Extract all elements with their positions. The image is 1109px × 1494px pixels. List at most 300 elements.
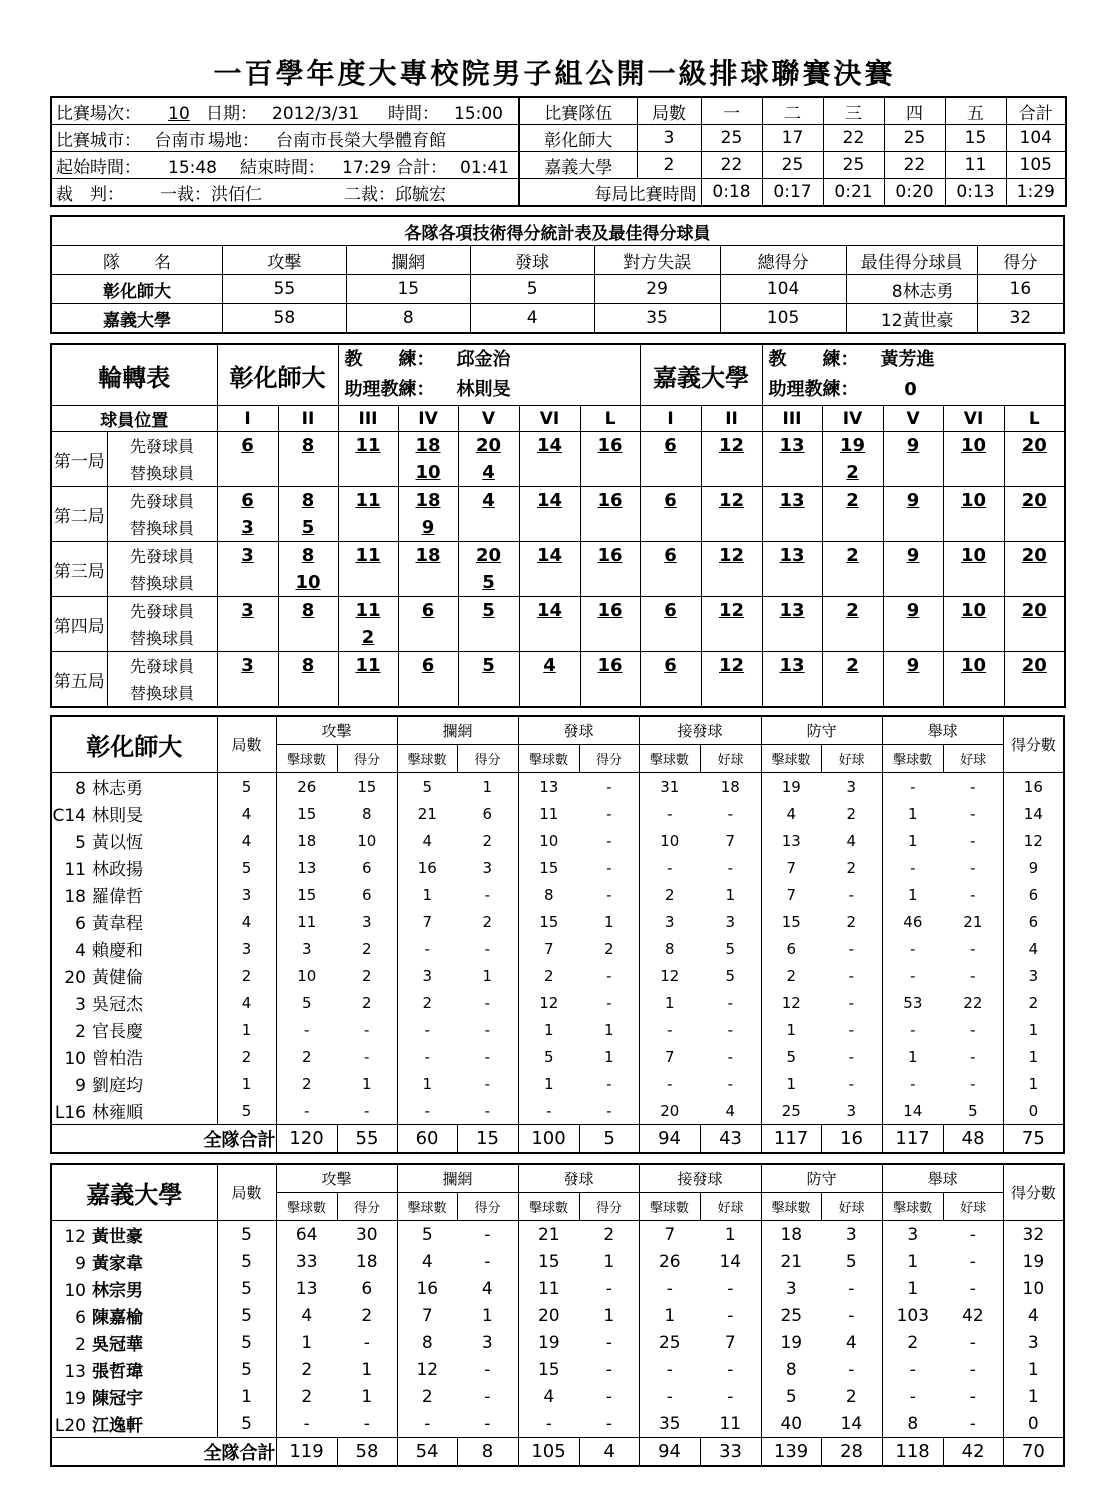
team-total-value: 8 (457, 1438, 518, 1467)
position-header: II (701, 406, 762, 432)
sub-number (822, 569, 883, 597)
team-b-set-score: 22 (884, 152, 945, 179)
stat-value: - (579, 1070, 639, 1097)
starter-number: 20 (458, 432, 519, 460)
stat-value: 8 (785, 1359, 797, 1380)
starter-number: 19 (822, 432, 883, 460)
col-points: 得分數 (1003, 1164, 1064, 1221)
player-stats-team-b (50, 1163, 1065, 1467)
coach-b: 黃芳進 (880, 349, 935, 370)
stat-value: 1 (457, 1302, 518, 1329)
player-name: 賴慶和 (92, 941, 143, 961)
team-a-sets: 3 (637, 125, 701, 152)
stat-value: 0 (1003, 1410, 1064, 1438)
team-total-value: 15 (457, 1125, 518, 1154)
starter-number: 6 (398, 597, 458, 625)
team-total-row (51, 1125, 1064, 1154)
starter-number: 6 (398, 652, 458, 680)
player-cell (51, 854, 217, 881)
starter-number: 9 (883, 487, 943, 515)
player-name: 官長慶 (92, 1022, 143, 1042)
stat-value: 9 (1003, 854, 1064, 881)
stat-value: 10 (1003, 1275, 1064, 1302)
sub-number (1004, 569, 1065, 597)
col-set3: 三 (823, 97, 884, 125)
stat-value: 1 (908, 804, 918, 823)
rotation-sub-row (51, 459, 1065, 487)
stat-value: 1 (544, 1074, 554, 1093)
starter-number: 13 (762, 542, 822, 570)
stat-value: 7 (700, 1329, 761, 1356)
starter-number: 12 (701, 597, 762, 625)
tech-stats-table (50, 215, 1065, 334)
stat-value: 1 (908, 885, 918, 904)
sub-number (278, 459, 338, 487)
position-header: L (580, 406, 640, 432)
stat-value: 10 (297, 966, 317, 985)
stat-value: 2 (301, 1386, 313, 1407)
stat-value: - (424, 939, 430, 958)
team-total-value: 5 (579, 1125, 639, 1154)
player-row (51, 1221, 1064, 1249)
stat-value: 2 (301, 1074, 312, 1093)
starter-number: 2 (822, 542, 883, 570)
stat-value: - (457, 1248, 518, 1275)
rotation-set-row (51, 542, 1065, 570)
tech-block: 8 (346, 304, 470, 334)
stat-value: - (457, 1221, 518, 1249)
match-header-table (50, 96, 1067, 207)
stat-value: - (337, 1097, 397, 1125)
team-a-total: 104 (1006, 125, 1066, 152)
stat-value: - (910, 1020, 916, 1039)
stat-value: 31 (660, 777, 680, 796)
stat-value: - (579, 881, 639, 908)
stat-value: - (457, 1356, 518, 1383)
starter-number: 16 (580, 432, 640, 460)
sub-number (458, 514, 519, 542)
venue: 台南市長榮大學體育館 (276, 130, 446, 151)
stat-value: - (943, 1356, 1003, 1383)
stat-value: 1 (664, 1305, 676, 1326)
stat-value: - (821, 935, 882, 962)
stat-value: 25 (658, 1332, 681, 1353)
assistant-b: 0 (904, 379, 917, 400)
sub-number: 3 (217, 514, 278, 542)
stat-value: 32 (1003, 1221, 1064, 1249)
stat-value: - (700, 854, 761, 881)
team-total-value: 60 (397, 1125, 457, 1154)
stat-value: 16 (1003, 773, 1064, 801)
stat-value: 2 (337, 962, 397, 989)
starter-number: 11 (338, 542, 398, 570)
col-subheader: 擊球數 (761, 1193, 821, 1221)
tech-col-attack: 攻擊 (222, 246, 346, 275)
player-number: 20 (64, 968, 86, 988)
date-label: 日期： (206, 103, 257, 124)
player-stats-team-a (50, 715, 1065, 1154)
player-cell (51, 881, 217, 908)
set-name: 第一局 (51, 432, 107, 487)
stat-value: 4 (217, 908, 276, 935)
stat-value: 1 (579, 1248, 639, 1275)
col-subheader: 得分 (457, 745, 518, 773)
player-cell (51, 1383, 217, 1410)
team-total-value: 94 (639, 1125, 700, 1154)
stat-value: - (579, 1275, 639, 1302)
stat-value: - (424, 1047, 430, 1066)
sub-label: 替換球員 (107, 569, 217, 597)
stat-value: 103 (896, 1305, 930, 1326)
stat-value: - (579, 800, 639, 827)
stat-value: 25 (781, 1101, 801, 1120)
starter-number: 4 (458, 487, 519, 515)
team-a-name: 彰化師大 (519, 125, 637, 152)
stat-value: - (821, 989, 882, 1016)
stat-value: - (457, 1097, 518, 1125)
sub-number (640, 624, 701, 652)
stat-value: 4 (821, 1329, 882, 1356)
col-group: 舉球 (882, 716, 1003, 745)
sub-number (1004, 514, 1065, 542)
tech-opp-error: 29 (594, 275, 720, 304)
team-total-value: 28 (821, 1438, 882, 1467)
stat-value: - (457, 1043, 518, 1070)
sub-number (458, 679, 519, 707)
stat-value: - (700, 800, 761, 827)
player-row (51, 881, 1064, 908)
tech-serve: 5 (470, 275, 594, 304)
stat-value: - (424, 1020, 430, 1039)
sub-number: 2 (338, 624, 398, 652)
stat-value: 6 (457, 800, 518, 827)
page-title: 一百學年度大專校院男子組公開一級排球聯賽決賽 (213, 57, 896, 90)
assistant-a: 林則旻 (456, 379, 511, 400)
stat-value: 1 (337, 1356, 397, 1383)
starter-number: 20 (1004, 432, 1065, 460)
position-header: VI (943, 406, 1004, 432)
starter-number: 13 (762, 487, 822, 515)
sub-number (943, 514, 1004, 542)
col-total: 合計 (1006, 97, 1066, 125)
starter-label: 先發球員 (107, 432, 217, 460)
assistant-label: 助理教練： (344, 379, 435, 400)
col-set4: 四 (884, 97, 945, 125)
stat-value: - (424, 1101, 430, 1120)
player-cell (51, 989, 217, 1016)
best-player-name: 林志勇 (902, 281, 954, 302)
sub-number: 5 (278, 514, 338, 542)
stat-value: 5 (544, 1047, 554, 1066)
stat-value: 15 (297, 804, 317, 823)
coach-a: 邱金治 (456, 349, 511, 370)
team-a-set-score: 22 (823, 125, 884, 152)
sub-number (762, 459, 822, 487)
team-total-value: 33 (700, 1438, 761, 1467)
stat-value: - (943, 854, 1003, 881)
stat-value: - (910, 777, 916, 796)
team-total-value: 4 (579, 1438, 639, 1467)
sub-number (338, 679, 398, 707)
player-cell (51, 1275, 217, 1302)
team-a-coaches (338, 344, 640, 406)
stat-value: - (579, 827, 639, 854)
best-player-no: 8 (891, 281, 903, 302)
stat-value: 6 (786, 939, 797, 958)
stat-value: 15 (539, 858, 559, 877)
stat-value: 14 (821, 1410, 882, 1438)
sub-number (701, 569, 762, 597)
player-number: 13 (64, 1362, 86, 1382)
sub-number (883, 569, 943, 597)
starter-number: 6 (640, 652, 701, 680)
player-row (51, 1248, 1064, 1275)
team-total-value: 70 (1003, 1438, 1064, 1467)
player-row (51, 908, 1064, 935)
player-name: 林宗男 (92, 1281, 143, 1301)
team-total-value: 16 (821, 1125, 882, 1154)
sub-number (1004, 679, 1065, 707)
sub-number (519, 679, 580, 707)
player-number: 3 (75, 995, 86, 1015)
stat-value: 6 (337, 881, 397, 908)
starter-number: 2 (822, 652, 883, 680)
stat-value: 8 (665, 939, 675, 958)
player-name: 黃以恆 (92, 833, 143, 853)
stat-value: 1 (301, 1332, 313, 1353)
player-cell (51, 800, 217, 827)
stat-value: - (337, 1329, 397, 1356)
col-subheader: 好球 (943, 1193, 1003, 1221)
stat-value: 5 (217, 854, 276, 881)
set-name: 第五局 (51, 652, 107, 708)
stat-value: 6 (337, 1275, 397, 1302)
sub-number (701, 679, 762, 707)
player-cell (51, 827, 217, 854)
stat-value: 21 (417, 804, 437, 823)
stat-value: 35 (658, 1413, 681, 1434)
stat-value: 5 (821, 1248, 882, 1275)
stat-value: 16 (417, 858, 437, 877)
time-info-row (51, 152, 519, 179)
starter-number: 2 (822, 487, 883, 515)
stat-value: 8 (907, 1413, 919, 1434)
tech-caption: 各隊各項技術得分統計表及最佳得分球員 (51, 216, 1064, 246)
rotation-table (50, 343, 1066, 708)
starter-number: 3 (217, 597, 278, 625)
starter-number: 16 (580, 487, 640, 515)
sub-number (519, 459, 580, 487)
stat-value: 2 (786, 966, 797, 985)
col-subheader: 得分 (457, 1193, 518, 1221)
stat-value: 21 (537, 1224, 560, 1245)
team-total-value: 117 (882, 1125, 943, 1154)
player-number: 9 (75, 1076, 86, 1096)
stat-value: - (457, 881, 518, 908)
starter-number: 14 (519, 487, 580, 515)
stat-value: - (667, 1020, 673, 1039)
stat-value: 4 (1003, 1302, 1064, 1329)
stat-value: 5 (217, 1275, 276, 1302)
stat-value: 21 (780, 1251, 803, 1272)
player-name: 林則旻 (92, 806, 143, 826)
col-group: 舉球 (882, 1164, 1003, 1193)
stat-value: 13 (539, 777, 559, 796)
stat-value: 7 (786, 858, 797, 877)
sub-number (640, 569, 701, 597)
date: 2012/3/31 (272, 103, 360, 124)
stat-value: 2 (579, 935, 639, 962)
stat-value: - (821, 881, 882, 908)
stat-value: 1 (907, 1251, 919, 1272)
stat-value: 8 (544, 885, 554, 904)
rotation-sub-row (51, 569, 1065, 597)
stat-value: 1 (1003, 1016, 1064, 1043)
stat-value: 3 (217, 881, 276, 908)
team-total-value: 94 (639, 1438, 700, 1467)
stat-value: 3 (907, 1224, 919, 1245)
starter-number: 8 (278, 597, 338, 625)
stat-value: 12 (1003, 827, 1064, 854)
sub-number (217, 679, 278, 707)
position-header: III (338, 406, 398, 432)
starter-number: 8 (278, 432, 338, 460)
stat-value: 5 (217, 1329, 276, 1356)
city-label: 比賽城市： (56, 130, 141, 151)
stat-value: - (821, 1016, 882, 1043)
stat-value: - (579, 1356, 639, 1383)
player-number: 2 (75, 1335, 86, 1355)
col-subheader: 擊球數 (882, 745, 943, 773)
stat-value: - (667, 1074, 673, 1093)
player-cell (51, 1248, 217, 1275)
stat-value: 4 (786, 804, 797, 823)
stat-value: 4 (457, 1275, 518, 1302)
stat-value: 4 (421, 1251, 433, 1272)
team-a-set-score: 17 (762, 125, 823, 152)
stat-value: - (943, 1275, 1003, 1302)
starter-number: 12 (701, 487, 762, 515)
position-label: 球員位置 (51, 406, 217, 432)
assistant-label: 助理教練： (768, 379, 859, 400)
stat-value: 1 (217, 1016, 276, 1043)
duration-label: 合計： (396, 157, 447, 178)
sub-number (883, 514, 943, 542)
sub-number (338, 514, 398, 542)
stat-value: 11 (537, 1278, 560, 1299)
duration: 01:41 (460, 157, 509, 178)
player-name: 江逸軒 (92, 1416, 143, 1436)
stat-value: 15 (297, 885, 317, 904)
team-b-set-score: 25 (762, 152, 823, 179)
stat-value: - (579, 1097, 639, 1125)
sub-number: 2 (822, 459, 883, 487)
stat-value: 1 (1003, 1043, 1064, 1070)
team-b-set-score: 25 (823, 152, 884, 179)
sub-number (762, 624, 822, 652)
starter-label: 先發球員 (107, 542, 217, 570)
stat-value: - (700, 989, 761, 1016)
player-name: 曾柏浩 (92, 1049, 143, 1069)
stat-value: 40 (780, 1413, 803, 1434)
stat-value: 4 (301, 1305, 313, 1326)
stat-value: 12 (539, 993, 559, 1012)
starter-number: 8 (278, 487, 338, 515)
set-name: 第四局 (51, 597, 107, 652)
col-subheader: 擊球數 (397, 745, 457, 773)
sub-number (1004, 624, 1065, 652)
col-subheader: 好球 (821, 745, 882, 773)
stat-value: - (943, 1221, 1003, 1249)
best-player-name: 黃世豪 (902, 310, 954, 331)
stat-value: 1 (337, 1070, 397, 1097)
player-name: 吳冠華 (92, 1335, 143, 1355)
team-b-coaches (762, 344, 1065, 406)
stat-value: - (303, 1413, 310, 1434)
stat-value: 19 (1003, 1248, 1064, 1275)
tech-col-total: 總得分 (720, 246, 846, 275)
col-set2: 二 (762, 97, 823, 125)
position-header: IV (822, 406, 883, 432)
starter-number: 6 (640, 487, 701, 515)
starter-number: 13 (762, 652, 822, 680)
sub-number: 10 (398, 459, 458, 487)
stat-value: - (910, 858, 916, 877)
stat-value: 5 (217, 1248, 276, 1275)
col-sets-played: 局數 (217, 1164, 276, 1221)
sub-number (398, 569, 458, 597)
team-b-sets: 2 (637, 152, 701, 179)
player-name: 劉庭均 (92, 1076, 143, 1096)
stat-value: - (943, 773, 1003, 801)
stat-value: 1 (908, 831, 918, 850)
sub-label: 替換球員 (107, 459, 217, 487)
player-row (51, 1275, 1064, 1302)
col-group: 防守 (761, 716, 882, 745)
stat-value: 10 (337, 827, 397, 854)
starter-number: 5 (458, 652, 519, 680)
referee-row (51, 179, 519, 207)
stat-value: - (579, 1329, 639, 1356)
player-number: 10 (64, 1049, 86, 1069)
starter-number: 6 (217, 432, 278, 460)
venue-label: 場地： (208, 130, 259, 151)
starter-number: 9 (883, 432, 943, 460)
starter-number: 18 (398, 487, 458, 515)
sub-number: 9 (398, 514, 458, 542)
col-subheader: 好球 (700, 1193, 761, 1221)
team-a-set-score: 15 (945, 125, 1006, 152)
player-number: 18 (64, 887, 86, 907)
stat-value: 26 (297, 777, 317, 796)
player-cell (51, 1070, 217, 1097)
player-name: 陳冠宇 (92, 1389, 143, 1409)
stat-value: - (943, 881, 1003, 908)
stat-value: 1 (786, 1020, 797, 1039)
player-number: 11 (64, 860, 86, 880)
stat-value: 2 (421, 1386, 433, 1407)
col-subheader: 擊球數 (882, 1193, 943, 1221)
starter-number: 14 (519, 597, 580, 625)
player-row (51, 1383, 1064, 1410)
set-name: 第二局 (51, 487, 107, 542)
stat-value: - (579, 1383, 639, 1410)
stat-value: 4 (217, 989, 276, 1016)
col-subheader: 擊球數 (639, 1193, 700, 1221)
tech-best-player (846, 304, 977, 334)
starter-number: 20 (1004, 487, 1065, 515)
sub-number (519, 514, 580, 542)
